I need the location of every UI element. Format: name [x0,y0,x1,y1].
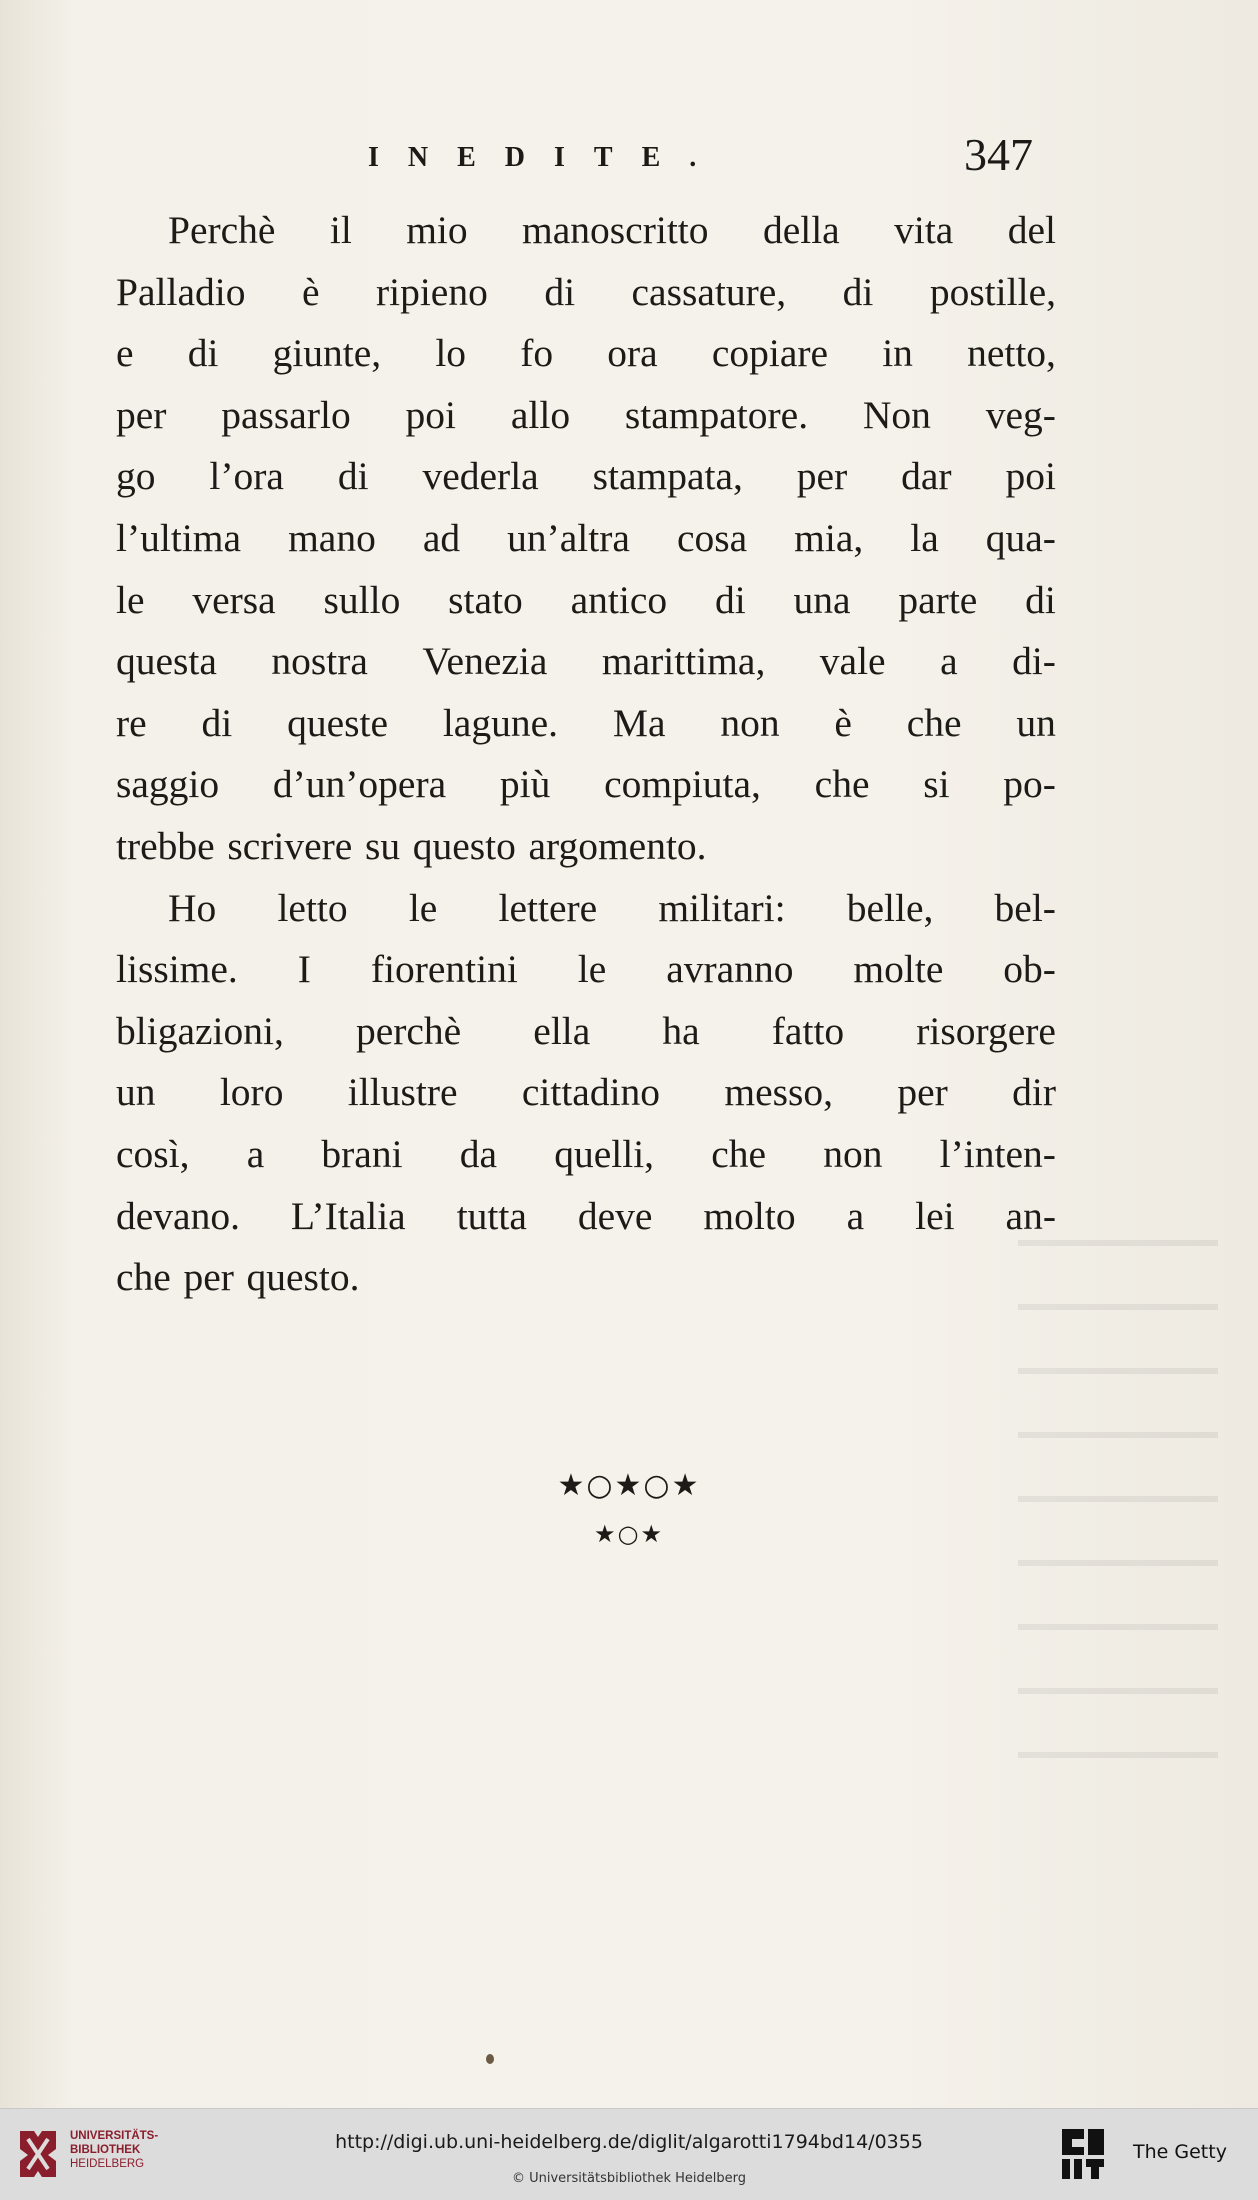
word: copiare [711,331,829,376]
text-line [116,200,1056,262]
word: ob- [1003,947,1056,992]
word: poi [405,392,457,437]
word: tutta [456,1193,527,1238]
word: più [499,762,551,807]
text-line [116,631,1056,693]
word: lettere [498,885,598,930]
word: belle, [846,885,934,930]
word: l’ultima [116,515,242,560]
word: dar [901,454,952,499]
word: fatto [771,1008,845,1053]
word: da [459,1131,498,1176]
text-line [116,262,1056,324]
word: ella [533,1008,591,1053]
word: la [910,515,939,560]
word: devano. [116,1193,240,1238]
word: vederla [422,454,539,499]
word: non [823,1131,883,1176]
word: I [297,947,311,992]
word: parte [898,577,978,622]
word: versa [192,577,276,622]
running-title: INEDITE. [368,142,726,173]
text-line [116,939,1056,1001]
word: Ho [168,885,217,930]
word: bel- [994,885,1056,930]
word: per [116,392,167,437]
word: a [940,639,958,684]
word: di [337,454,369,499]
word: a [846,1193,865,1238]
text-line [116,1186,1056,1248]
word: mio [406,208,468,252]
word: loro [219,1070,284,1115]
word: che [711,1131,767,1176]
word: nostra [271,639,368,684]
word: Ma [612,700,666,745]
word: di [1025,577,1056,622]
word: della [762,208,840,252]
word: vale [819,639,886,684]
word: di- [1012,639,1056,684]
word: ha [662,1008,700,1053]
word: militari: [658,885,786,930]
word: d’un’opera [272,762,447,807]
word: Perchè [168,208,276,252]
word: un [1016,700,1056,745]
word: compiuta, [604,762,761,807]
word: stato [448,577,523,622]
word: fiorentini [370,947,518,992]
word: quelli, [554,1131,655,1176]
word: questa [116,639,217,684]
word: lagune. [442,700,558,745]
text-line [116,385,1056,447]
viewer-footer [0,2108,1258,2200]
text-line [116,878,1056,940]
word: molte [853,947,944,992]
word: le [577,947,607,992]
word: cittadino [521,1070,661,1115]
word: che [116,1255,171,1300]
paper-speck [486,2054,494,2064]
word: le [116,577,145,622]
getty-label: The Getty [1133,2141,1227,2163]
word: an- [1005,1193,1056,1238]
word: letto [277,885,348,930]
word: Non [862,392,931,437]
library-name-line: HEIDELBERG [70,2158,145,2170]
word: Palladio [116,269,246,314]
text-line [116,1001,1056,1063]
word: per [183,1255,234,1300]
word: scrivere [227,823,353,868]
word: di [714,577,746,622]
word: del [1007,208,1056,252]
text-line [116,754,1056,816]
word: passarlo [221,392,351,437]
word: non [720,700,780,745]
word: per [897,1070,948,1115]
word: lei [915,1193,955,1238]
word: a [246,1131,265,1176]
word: illustre [347,1070,458,1115]
word: giunte, [272,331,382,376]
page-number: 347 [964,129,1033,180]
word: di [544,269,576,314]
word: mia, [794,515,864,560]
word: argomento. [528,823,707,868]
word: antico [570,577,668,622]
word: il [329,208,352,252]
word: una [793,577,851,622]
text-line [116,446,1056,508]
body-text [116,200,1056,1309]
word: l’ora [209,454,284,499]
word: su [364,823,401,868]
word: dir [1012,1070,1056,1115]
word: risorgere [916,1008,1056,1053]
word: veg- [985,392,1056,437]
word: Venezia [422,639,548,684]
word: le [408,885,438,930]
word: mano [288,515,376,560]
word: fo [520,331,554,376]
copyright-notice: © Universitätsbibliothek Heidelberg [511,2171,746,2186]
text-line [116,1247,1056,1309]
text-line [116,570,1056,632]
word: qua- [985,515,1056,560]
text-line [116,816,1056,878]
word: lo [435,331,467,376]
word: L’Italia [290,1193,406,1238]
word: brani [321,1131,403,1176]
permalink-url[interactable]: http://digi.ub.uni-heidelberg.de/diglit/algarotti1794bd14/0355 [335,2131,923,2153]
word: go [116,454,156,499]
library-name-line: UNIVERSITÄTS- [70,2130,159,2142]
word: stampatore. [624,392,809,437]
text-line [116,323,1056,385]
word: allo [510,392,571,437]
word: si [923,762,950,807]
word: questo [412,823,516,868]
text-line [116,508,1056,570]
word: poi [1005,454,1056,499]
word: molto [703,1193,796,1238]
page-header [0,128,1258,188]
ornament-bottom-row: ★○★ [594,1520,664,1548]
word: netto, [967,331,1056,376]
word: cosa [676,515,748,560]
word: bligazioni, [116,1008,284,1053]
word: che [814,762,870,807]
word: manoscritto [522,208,709,252]
word: un’altra [507,515,630,560]
word: trebbe [116,823,215,868]
word: cassature, [631,269,787,314]
text-line [116,1062,1056,1124]
word: po- [1003,762,1056,807]
library-name-line: BIBLIOTHEK [70,2144,141,2156]
word: è [301,269,320,314]
word: questo. [246,1255,360,1300]
word: l’inten- [939,1131,1056,1176]
word: ora [607,331,658,376]
word: di [201,700,233,745]
word: per [796,454,848,499]
word: è [834,700,852,745]
word: marittima, [601,639,766,684]
word: avranno [666,947,794,992]
text-line [116,693,1056,755]
word: perchè [355,1008,462,1053]
word: re [116,700,147,745]
word: sullo [323,577,401,622]
word: deve [577,1193,653,1238]
word: vita [894,208,954,252]
word: stampata, [592,454,743,499]
word: ad [422,515,461,560]
word: così, [116,1131,190,1176]
word: lissime. [116,947,238,992]
word: in [882,331,913,376]
getty-logo-icon [1058,2125,1108,2181]
word: messo, [724,1070,834,1115]
text-line [116,1124,1056,1186]
word: un [116,1070,156,1115]
word: e [116,331,134,376]
word: ripieno [375,269,488,314]
ornament-top-row: ★○★○★ [557,1468,701,1503]
word: di [187,331,219,376]
word: queste [287,700,388,745]
word: di [842,269,874,314]
word: saggio [116,762,220,807]
word: che [906,700,962,745]
word: postille, [929,269,1056,314]
